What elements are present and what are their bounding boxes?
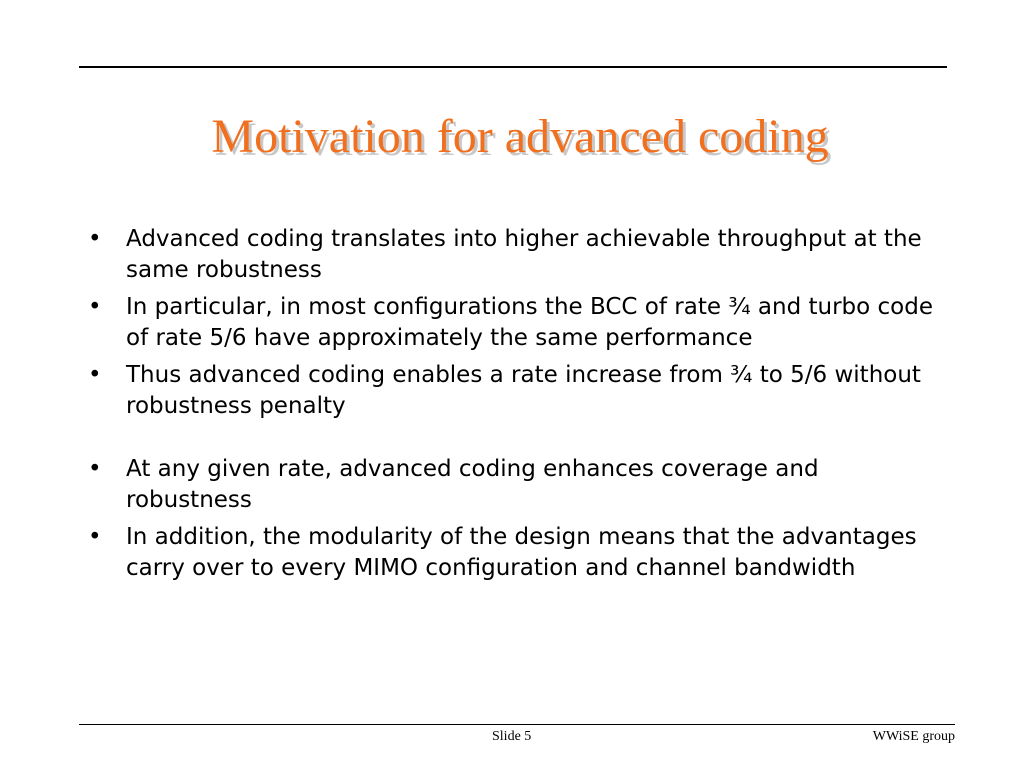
bullet-marker: •: [88, 524, 102, 550]
footer-group-name: WWiSE group: [872, 729, 955, 744]
bullet-text: In addition, the modularity of the design means that the advantages carry over to every MIMO configuration and channel bandwidth: [126, 524, 917, 581]
bullet-list: [88, 224, 948, 590]
bullet-item: [88, 522, 948, 583]
slide-title: Motivation for advanced coding: [211, 110, 829, 163]
bullet-text: At any given rate, advanced coding enhances coverage and robustness: [126, 456, 819, 513]
bullet-marker: •: [88, 456, 102, 482]
bullet-text: Advanced coding translates into higher achievable throughput at the same robustness: [126, 226, 922, 283]
bullet-item: [88, 360, 948, 421]
bullet-marker: •: [88, 362, 102, 388]
bullet-marker: •: [88, 294, 102, 320]
bullet-item: [88, 292, 948, 353]
bullet-marker: •: [88, 226, 102, 252]
bullet-item: [88, 454, 948, 515]
slide-number: Slide 5: [492, 729, 532, 744]
bullet-text: Thus advanced coding enables a rate increase from ¾ to 5/6 without robustness penalty: [126, 362, 921, 419]
bottom-divider: [79, 724, 955, 725]
top-divider: [79, 66, 947, 68]
bullet-item: [88, 224, 948, 285]
bullet-text: In particular, in most configurations the BCC of rate ¾ and turbo code of rate 5/6 have approximately the same performance: [126, 294, 933, 351]
